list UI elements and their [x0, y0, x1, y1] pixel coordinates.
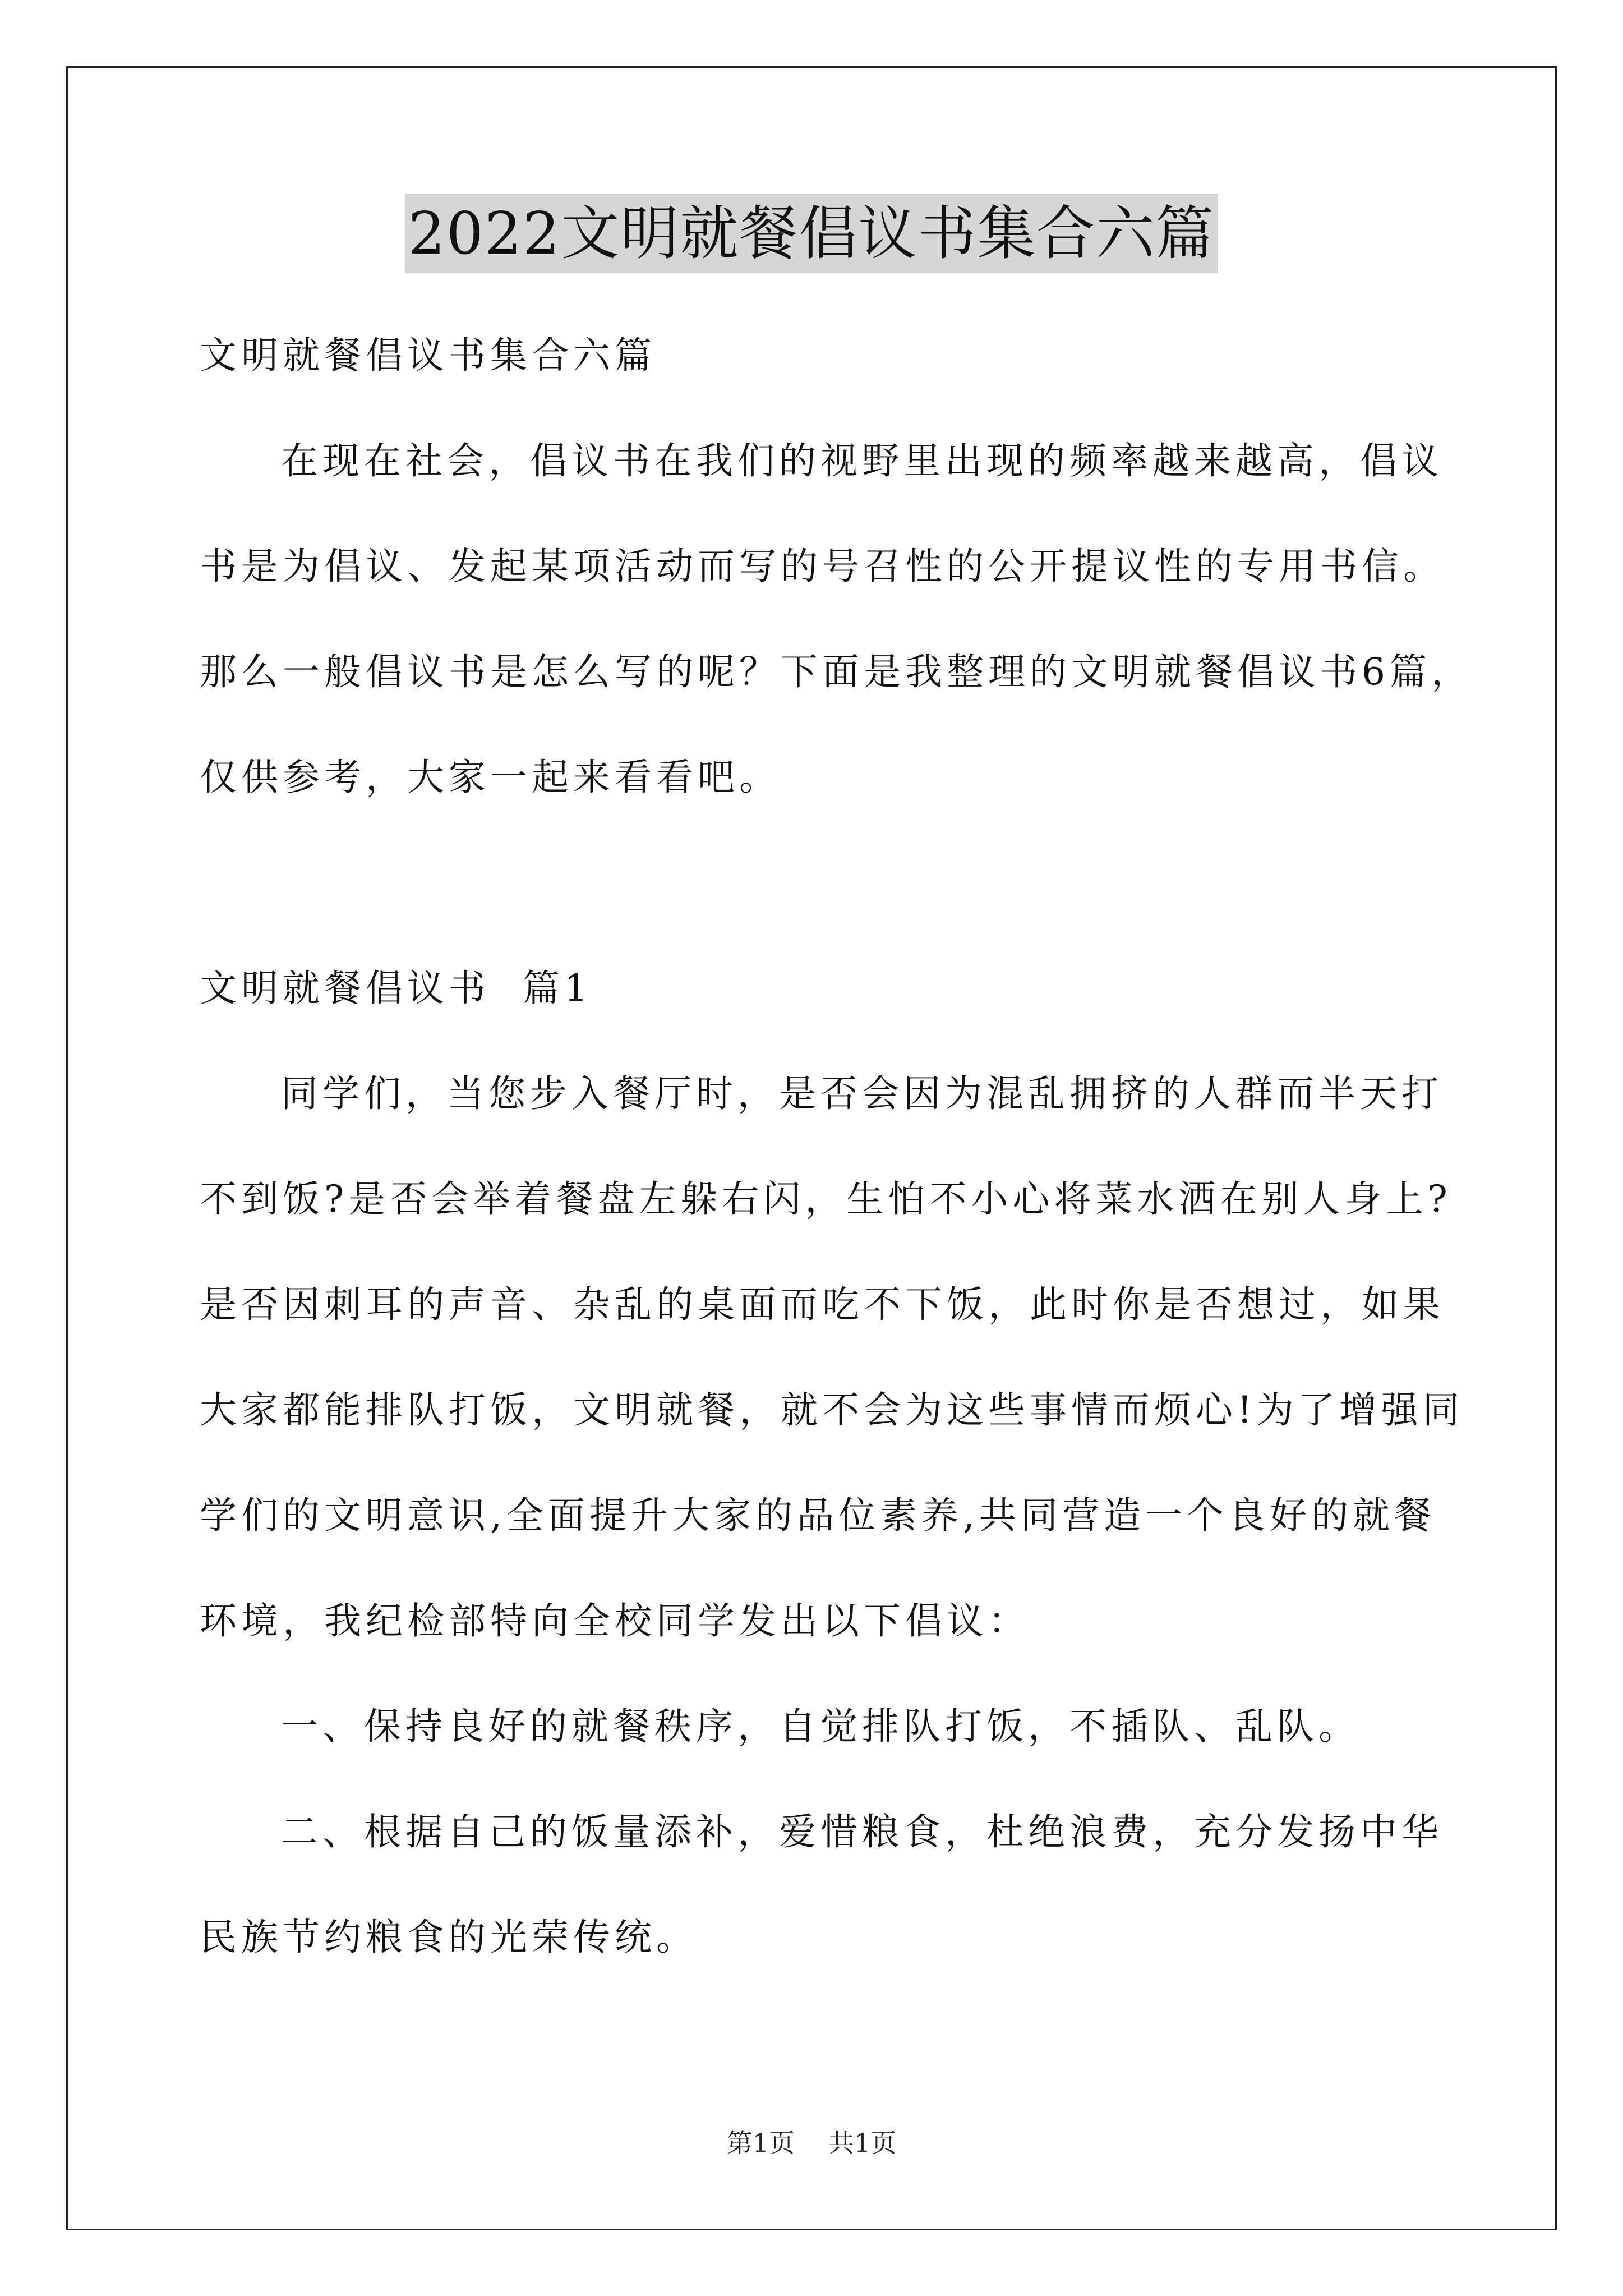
- section-heading: 文明就餐倡议书 篇1: [200, 967, 592, 1010]
- intro-line-1: 在现在社会，倡议书在我们的视野里出现的频率越来越高，倡议: [281, 439, 1443, 482]
- intro-line-2: 书是为倡议、发起某项活动而写的号召性的公开提议性的专用书信。: [200, 545, 1445, 588]
- body-line-2: 不到饭?是否会举着餐盘左躲右闪，生怕不小心将菜水洒在别人身上?: [200, 1177, 1452, 1221]
- intro-line-4: 仅供参考，大家一起来看看吧。: [200, 756, 781, 799]
- body-line-3: 是否因刺耳的声音、杂乱的桌面而吃不下饭，此时你是否想过，如果: [200, 1283, 1445, 1326]
- page-number-current: 第1页: [726, 2128, 795, 2158]
- document-title: 2022文明就餐倡议书集合六篇: [405, 194, 1219, 273]
- page-footer: [0, 2126, 1623, 2160]
- intro-line-3: 那么一般倡议书是怎么写的呢？下面是我整理的文明就餐倡议书6篇，: [200, 650, 1473, 693]
- body-line-6: 环境，我纪检部特向全校同学发出以下倡议：: [200, 1599, 1030, 1642]
- proposal-2-line-1: 二、根据自己的饭量添补，爱惜粮食，杜绝浪费，充分发扬中华: [281, 1810, 1443, 1853]
- proposal-1: 一、保持良好的就餐秩序，自觉排队打饭，不插队、乱队。: [281, 1705, 1360, 1748]
- body-line-4: 大家都能排队打饭，文明就餐，就不会为这些事情而烦心!为了增强同: [200, 1388, 1464, 1432]
- title-container: [0, 194, 1623, 273]
- blank-line: [200, 830, 1461, 936]
- proposal-2-line-2: 民族节约粮食的光荣传统。: [200, 1916, 698, 1959]
- body-line-1: 同学们，当您步入餐厅时，是否会因为混乱拥挤的人群而半天打: [281, 1072, 1443, 1115]
- page-number-total: 共1页: [828, 2128, 897, 2158]
- body-line-5: 学们的文明意识,全面提升大家的品位素养,共同营造一个良好的就餐: [200, 1494, 1436, 1537]
- document-body: [200, 303, 1473, 1990]
- document-subtitle: 文明就餐倡议书集合六篇: [200, 334, 656, 377]
